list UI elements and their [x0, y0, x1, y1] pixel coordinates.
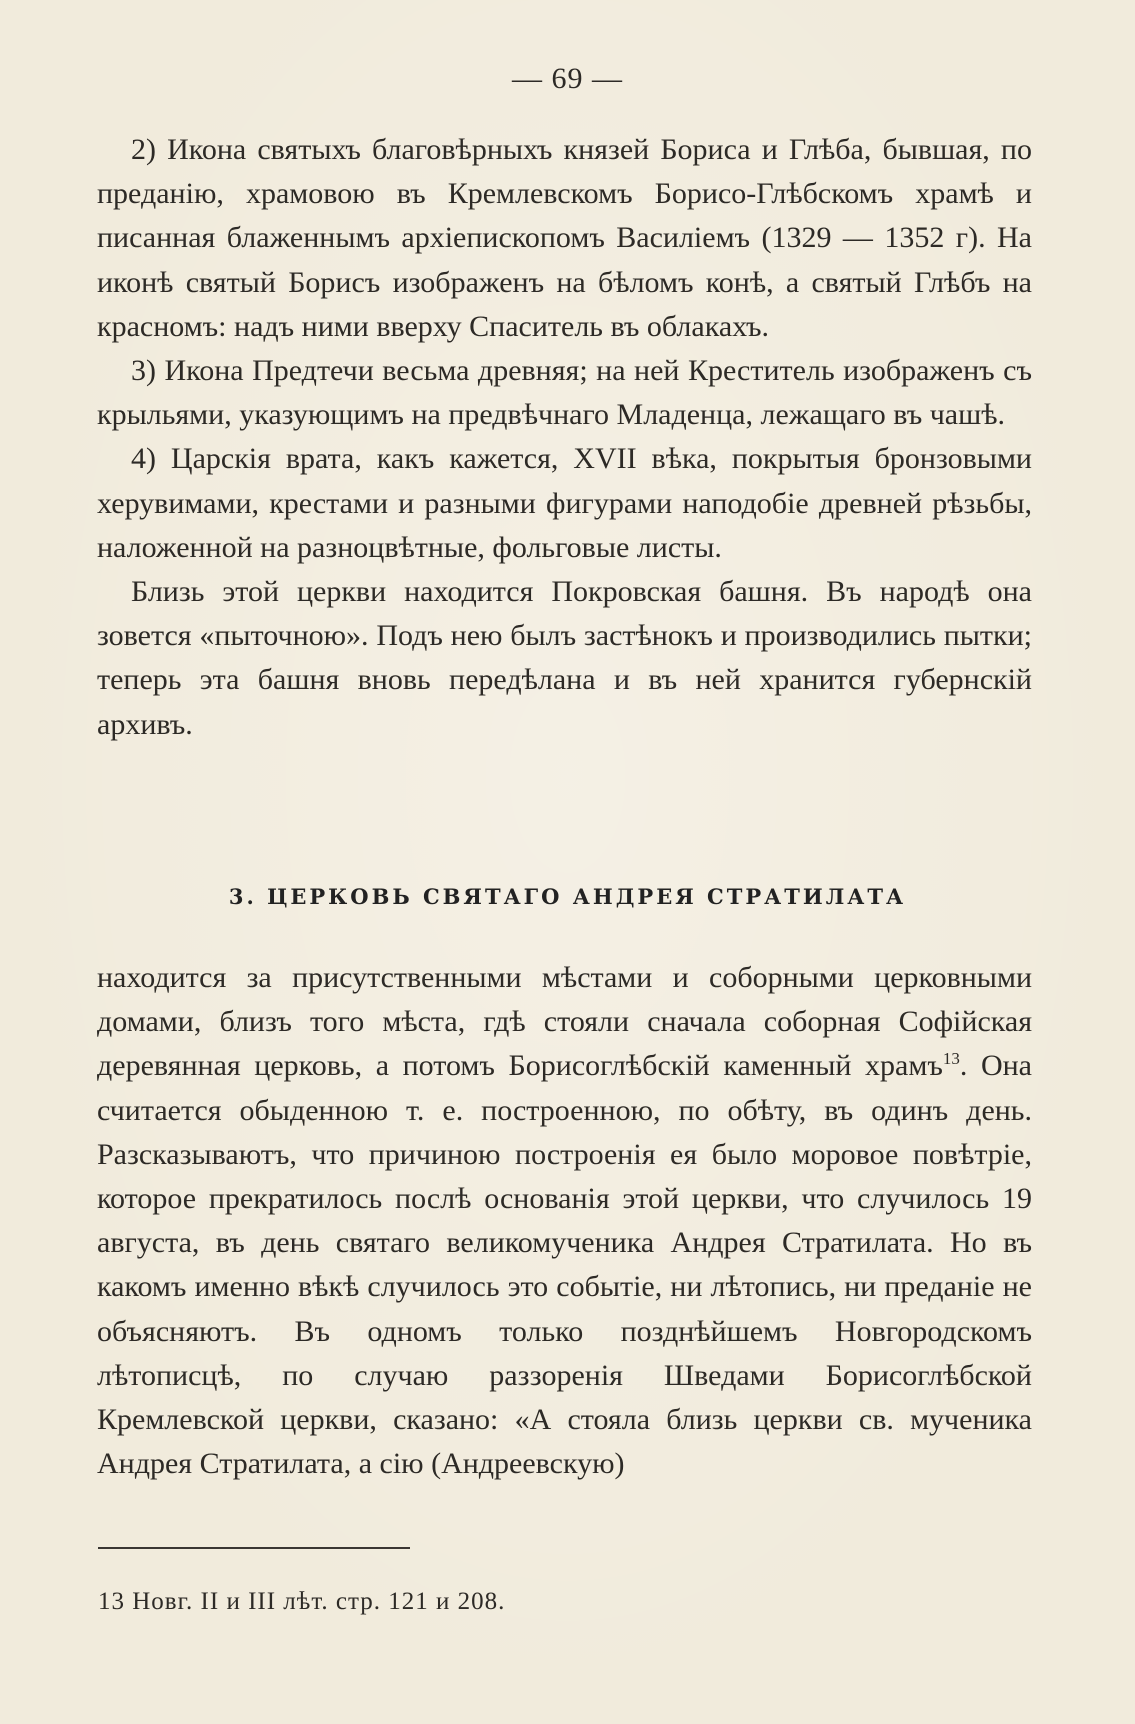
section-heading: 3. ЦЕРКОВЬ СВЯТАГО АНДРЕЯ СТРАТИЛАТА [228, 884, 907, 909]
page-number: — 69 — [512, 62, 623, 95]
paragraph-pokrovskaya-tower: Близь этой церкви находится Покровская башня. Въ народѣ она зовется «пыточною». Подъ нею былъ застѣнокъ и производились пытки; теперь эта башня вновь передѣлана и въ ней хранится губернскій архивъ. [97, 575, 1032, 741]
paragraph-royal-doors: 4) Царскія врата, какъ кажется, XVII вѣка, покрытыя бронзовыми херувимами, крестами и разными фигурами наподобіе древней рѣзьбы, наложенной на разноцвѣтные, фольговые листы. [97, 442, 1032, 564]
body-text-part-1: находится за присутственными мѣстами и соборными церковными домами, близъ того мѣста, гдѣ стояли сначала соборная Софійская деревянная церковь, а потомъ Борисоглѣбскій каменный храмъ [97, 961, 1032, 1083]
lower-text-block [97, 956, 1032, 1486]
footnote-divider [98, 1547, 410, 1549]
paragraph-icon-boris-gleb: 2) Икона святыхъ благовѣрныхъ князей Бориса и Глѣба, бывшая, по преданію, храмовою въ Кремлевскомъ Борисо-Глѣбскомъ храмѣ и писанная блаженнымъ архіепископомъ Василіемъ (1329 — 1352 г). На иконѣ святый Борисъ изображенъ на бѣломъ конѣ, а святый Глѣбъ на красномъ: надъ ними вверху Спаситель въ облакахъ. [97, 133, 1032, 343]
paragraph-andrew-church [97, 956, 1032, 1486]
body-text-part-2: . Она считается обыденною т. е. построенною, по обѣту, въ одинъ день. Разсказываютъ, что причиною построенія ея было моровое повѣтріе, которое прекратилось послѣ основанія этой церкви, что случилось 19 августа, въ день святаго великомученика Андрея Стратилата. Но въ какомъ именно вѣкѣ случилось это событіе, ни лѣтопись, ни преданіе не объясняютъ. Въ одномъ только позднѣйшемъ Новгородскомъ лѣтописцѣ, по случаю раззоренія Шведами Борисоглѣбской Кремлевской церкви, сказано: «А стояла близь церкви св. мученика Андрея Стратилата, а сію (Андреевскую) [97, 1049, 1032, 1481]
upper-text-block [97, 128, 1032, 747]
footnote-reference: 13 [942, 1049, 960, 1069]
paragraph-icon-forerunner: 3) Икона Предтечи весьма древняя; на ней Креститель изображенъ съ крыльями, указующимъ на предвѣчнаго Младенца, лежащаго въ чашѣ. [97, 354, 1032, 432]
footnote: 13 Новг. II и III лѣт. стр. 121 и 208. [98, 1588, 506, 1615]
